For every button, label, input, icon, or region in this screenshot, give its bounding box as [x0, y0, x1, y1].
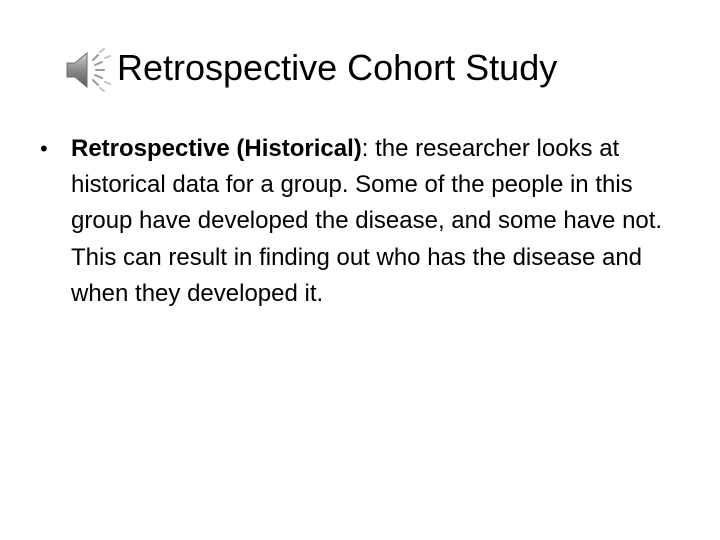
bullet-item — [36, 131, 676, 312]
speaker-icon[interactable] — [64, 48, 114, 92]
bullet-marker: • — [40, 136, 48, 161]
speaker-icon-graphic — [64, 48, 114, 92]
bullet-list — [36, 131, 676, 312]
bullet-text: : the researcher looks at historical data for a group. Some of the people in this group have developed the disease, and some have not. This can result in finding out who has the disease and when they developed it. — [71, 135, 663, 307]
slide-title: Retrospective Cohort Study — [117, 47, 558, 88]
bullet-term: Retrospective (Historical) — [71, 135, 362, 162]
